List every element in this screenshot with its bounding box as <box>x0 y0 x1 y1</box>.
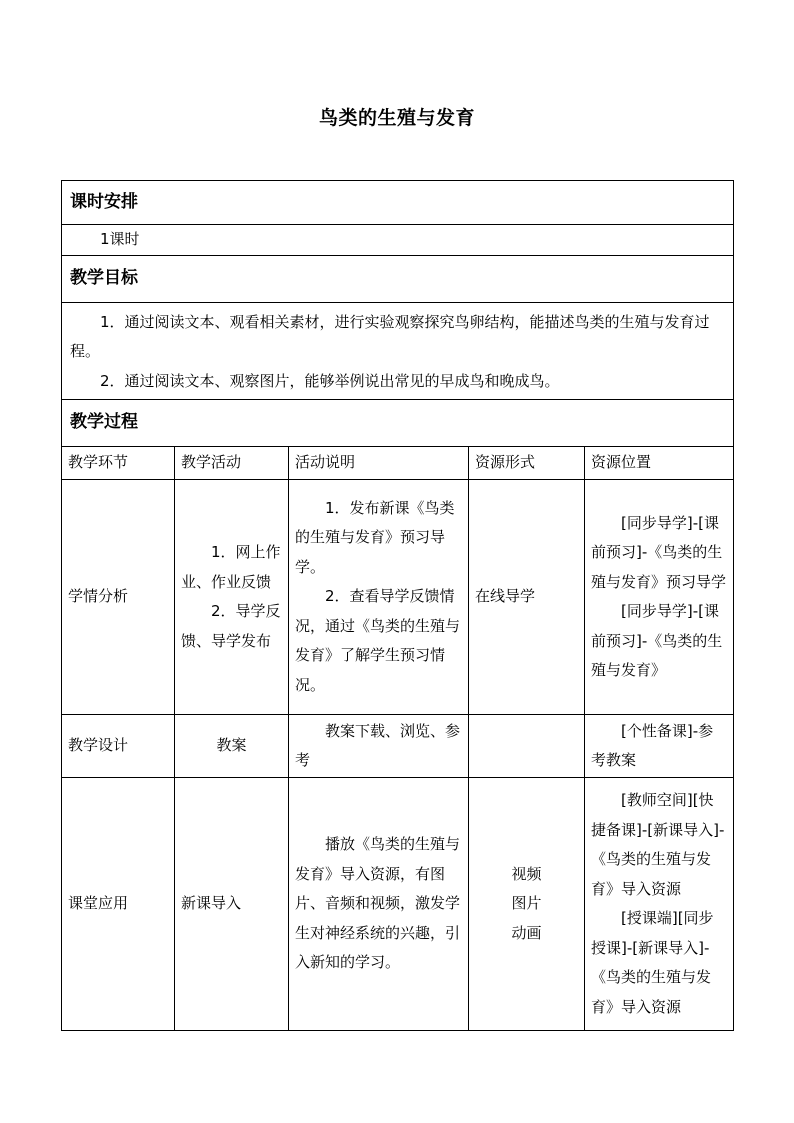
format-cell <box>469 480 585 715</box>
note-item: 2．查看导学反馈情况，通过《鸟类的生殖与发育》了解学生预习情况。 <box>295 587 461 694</box>
process-heading: 教学过程 <box>62 400 734 447</box>
activity-cell <box>175 778 289 1031</box>
goals-content <box>62 302 734 400</box>
activity-cell <box>175 480 289 715</box>
format-cell <box>469 715 585 778</box>
location-item: [教师空间][快捷备课]-[新课导入]-《鸟类的生殖与发育》导入资源 <box>591 791 725 898</box>
column-header: 资源形式 <box>469 447 585 480</box>
location-item: [个性备课]-参考教案 <box>591 721 714 769</box>
process-header-row <box>62 400 734 447</box>
goals-header-row <box>62 255 734 302</box>
note-cell <box>289 778 469 1031</box>
goals-heading: 教学目标 <box>62 255 734 302</box>
activity-item: 新课导入 <box>181 894 242 913</box>
note-item: 播放《鸟类的生殖与发育》导入资源，有图片、音频和视频，激发学生对神经系统的兴趣，引入新知的学习。 <box>295 835 461 972</box>
goals-content-row <box>62 302 734 400</box>
schedule-header-row <box>62 181 734 225</box>
format-item: 图片 <box>511 894 542 913</box>
activity-item: 2．导学反馈、导学发布 <box>181 602 281 650</box>
lesson-plan-table <box>61 180 734 1031</box>
stage-cell: 学情分析 <box>62 480 175 715</box>
format-item: 在线导学 <box>475 587 536 606</box>
column-header: 教学活动 <box>175 447 289 480</box>
activity-cell <box>175 715 289 778</box>
format-cell <box>469 778 585 1031</box>
column-header-row <box>62 447 734 480</box>
goal-item: 2．通过阅读文本、观察图片，能够举例说出常见的早成鸟和晚成鸟。 <box>100 371 560 390</box>
location-cell <box>585 778 734 1031</box>
note-item: 1．发布新课《鸟类的生殖与发育》预习导学。 <box>295 498 455 576</box>
document-title: 鸟类的生殖与发育 <box>318 107 475 129</box>
table-row <box>62 480 734 715</box>
goal-item: 1．通过阅读文本、观看相关素材，进行实验观察探究鸟卵结构，能描述鸟类的生殖与发育过程。 <box>70 312 710 360</box>
activity-item: 1．网上作业、作业反馈 <box>181 543 281 591</box>
table-row <box>62 778 734 1031</box>
note-item: 教案下载、浏览、参考 <box>295 721 461 769</box>
schedule-content-row <box>62 225 734 256</box>
stage-cell: 教学设计 <box>62 715 175 778</box>
table-row <box>62 715 734 778</box>
format-item: 视频 <box>511 864 542 883</box>
column-header: 活动说明 <box>289 447 469 480</box>
schedule-heading: 课时安排 <box>62 181 734 225</box>
location-item: [同步导学]-[课前预习]-《鸟类的生殖与发育》预习导学 <box>591 513 727 591</box>
column-header: 资源位置 <box>585 447 734 480</box>
column-header: 教学环节 <box>62 447 175 480</box>
note-cell <box>289 480 469 715</box>
stage-cell: 课堂应用 <box>62 778 175 1031</box>
location-cell <box>585 715 734 778</box>
activity-item: 教案 <box>216 736 247 755</box>
location-cell <box>585 480 734 715</box>
location-item: [同步导学]-[课前预习]-《鸟类的生殖与发育》 <box>591 602 723 679</box>
format-item: 动画 <box>511 923 542 942</box>
location-item: [授课端][同步授课]-[新课导入]-《鸟类的生殖与发育》导入资源 <box>591 909 714 1016</box>
schedule-content: 1课时 <box>62 225 734 256</box>
note-cell <box>289 715 469 778</box>
